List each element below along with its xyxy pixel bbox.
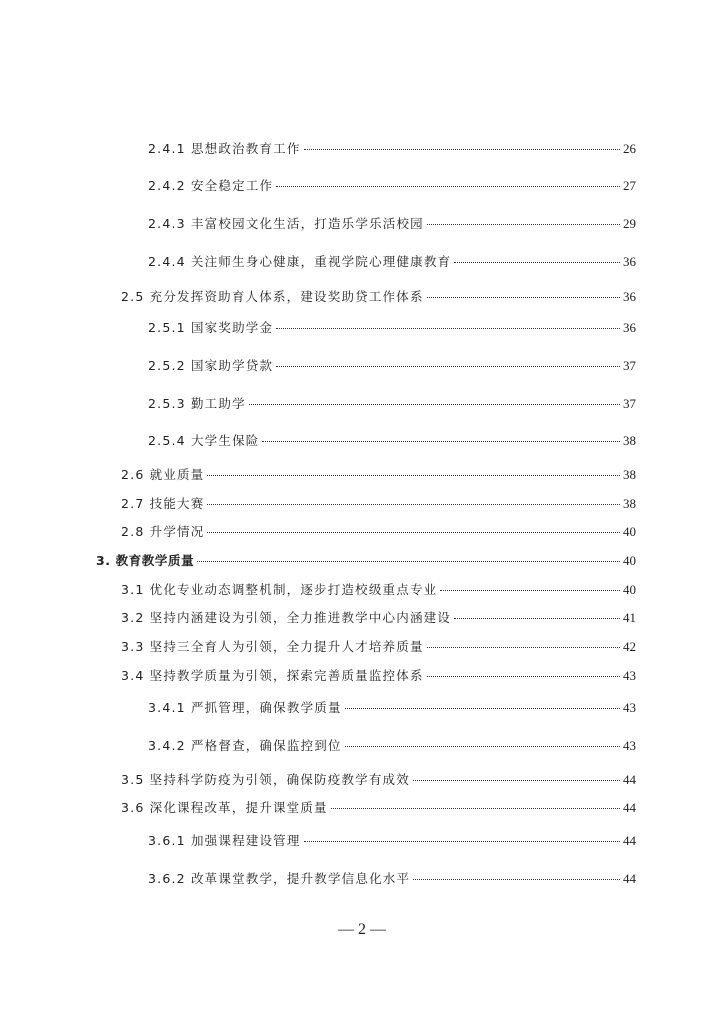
dot-leader — [454, 261, 620, 263]
dot-leader — [427, 675, 620, 677]
dot-leader — [197, 560, 620, 562]
toc-entry-label: 2.5.1 国家奖助学金 — [148, 320, 274, 335]
toc-entry[interactable] — [121, 494, 636, 512]
toc-entry[interactable] — [148, 698, 636, 716]
toc-entry-label: 2.4.4 关注师生身心健康，重视学院心理健康教育 — [148, 254, 452, 269]
toc-entry-page: 29 — [623, 216, 636, 231]
toc-entry-label: 3.3 坚持三全育人为引领，全力提升人才培养质量 — [121, 639, 424, 654]
toc-entry[interactable] — [121, 608, 636, 626]
dot-leader — [304, 148, 620, 150]
toc-entry[interactable] — [148, 356, 636, 374]
toc-entry-label: 3. 教育教学质量 — [96, 553, 195, 568]
page-number-footer: — 2 — — [338, 921, 386, 938]
toc-entry[interactable] — [148, 318, 636, 336]
toc-entry-page: 27 — [623, 178, 636, 193]
toc-entry[interactable] — [121, 465, 636, 483]
toc-entry[interactable] — [148, 252, 636, 270]
toc-entry-label: 3.4.2 严格督查，确保监控到位 — [148, 738, 342, 753]
toc-entry[interactable] — [148, 869, 636, 887]
toc-entry-label: 3.4.1 严抓管理，确保教学质量 — [148, 700, 342, 715]
toc-entry-page: 36 — [623, 320, 636, 335]
toc-entry-label: 2.6 就业质量 — [121, 467, 205, 482]
dot-leader — [304, 840, 620, 842]
dot-leader — [331, 807, 620, 809]
dot-leader — [207, 503, 620, 505]
toc-entry[interactable] — [148, 214, 636, 232]
toc-entry[interactable] — [121, 637, 636, 655]
toc-entry[interactable] — [148, 431, 636, 449]
toc-entry-page: 44 — [623, 800, 636, 815]
toc-entry-label: 3.2 坚持内涵建设为引领，全力推进教学中心内涵建设 — [121, 610, 452, 625]
toc-entry[interactable] — [121, 287, 636, 305]
dot-leader — [276, 327, 620, 329]
toc-entry[interactable] — [148, 176, 636, 194]
toc-entry-label: 2.5.2 国家助学贷款 — [148, 358, 274, 373]
toc-entry-page: 36 — [623, 289, 636, 304]
toc-entry-page: 37 — [623, 396, 636, 411]
dot-leader — [427, 296, 620, 298]
toc-entry[interactable] — [121, 798, 636, 816]
dot-leader — [440, 589, 620, 591]
toc-entry-label: 2.8 升学情况 — [121, 524, 205, 539]
dot-leader — [262, 440, 620, 442]
toc-entry-label: 3.6 深化课程改革，提升课堂质量 — [121, 800, 328, 815]
toc-entry-label: 2.5.3 勤工助学 — [148, 396, 246, 411]
toc-entry-page: 44 — [623, 871, 636, 886]
dot-leader — [413, 878, 620, 880]
toc-entry-page: 42 — [623, 639, 636, 654]
toc-entry-page: 40 — [623, 582, 636, 597]
toc-entry-page: 40 — [623, 524, 636, 539]
toc-entry-page: 40 — [623, 553, 636, 568]
toc-entry[interactable] — [121, 666, 636, 684]
toc-entry-page: 37 — [623, 358, 636, 373]
toc-entry-label: 2.4.3 丰富校园文化生活，打造乐学乐活校园 — [148, 216, 424, 231]
toc-entry-page: 38 — [623, 496, 636, 511]
toc-entry-label: 3.4 坚持教学质量为引领，探索完善质量监控体系 — [121, 668, 424, 683]
toc-entry-page: 38 — [623, 467, 636, 482]
toc-entry-label: 2.4.1 思想政治教育工作 — [148, 141, 301, 156]
toc-entry-page: 43 — [623, 668, 636, 683]
toc-entry-chapter[interactable] — [96, 551, 636, 569]
toc-entry-page: 44 — [623, 772, 636, 787]
toc-entry-page: 36 — [623, 254, 636, 269]
toc-entry[interactable] — [148, 139, 636, 157]
toc-entry[interactable] — [121, 580, 636, 598]
dot-leader — [207, 474, 620, 476]
toc-entry-label: 3.1 优化专业动态调整机制，逐步打造校级重点专业 — [121, 582, 438, 597]
dot-leader — [249, 403, 620, 405]
toc-entry-page: 41 — [623, 610, 636, 625]
toc-entry[interactable] — [121, 522, 636, 540]
toc-entry[interactable] — [148, 831, 636, 849]
dot-leader — [413, 779, 620, 781]
dot-leader — [345, 745, 620, 747]
toc-entry[interactable] — [148, 736, 636, 754]
toc-entry-label: 2.7 技能大赛 — [121, 496, 205, 511]
toc-entry-page: 38 — [623, 433, 636, 448]
toc-entry-label: 2.4.2 安全稳定工作 — [148, 178, 274, 193]
dot-leader — [427, 223, 620, 225]
dot-leader — [276, 185, 620, 187]
toc-entry-page: 43 — [623, 738, 636, 753]
dot-leader — [345, 707, 620, 709]
toc-entry-label: 3.6.2 改革课堂教学，提升教学信息化水平 — [148, 871, 411, 886]
dot-leader — [454, 617, 620, 619]
toc-entry-label: 2.5 充分发挥资助育人体系，建设奖助贷工作体系 — [121, 289, 424, 304]
toc-entry-page: 44 — [623, 833, 636, 848]
toc-entry-label: 3.5 坚持科学防疫为引领，确保防疫教学有成效 — [121, 772, 410, 787]
dot-leader — [427, 646, 620, 648]
dot-leader — [207, 531, 620, 533]
toc-entry-label: 2.5.4 大学生保险 — [148, 433, 260, 448]
dot-leader — [276, 365, 620, 367]
toc-entry-page: 43 — [623, 700, 636, 715]
toc-entry-page: 26 — [623, 141, 636, 156]
toc-entry[interactable] — [121, 770, 636, 788]
toc-entry-label: 3.6.1 加强课程建设管理 — [148, 833, 301, 848]
toc-entry[interactable] — [148, 394, 636, 412]
